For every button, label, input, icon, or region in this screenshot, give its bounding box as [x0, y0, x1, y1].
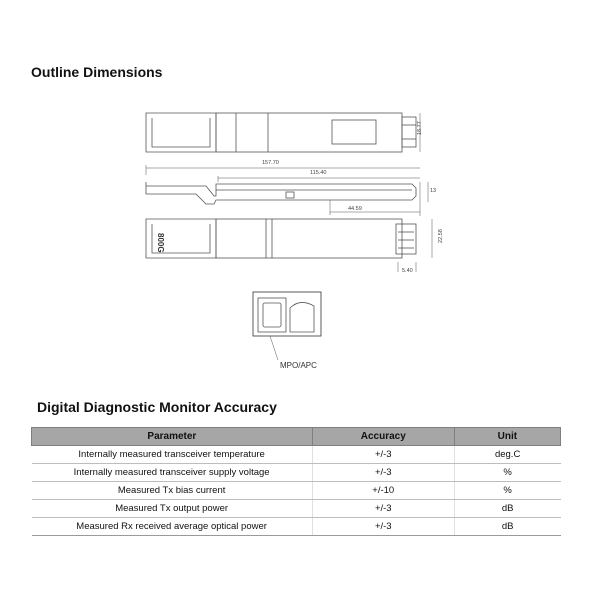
- dim-height: 13: [430, 188, 437, 194]
- cell-unit: %: [454, 482, 560, 500]
- table-row: [32, 464, 561, 482]
- ddm-title: Digital Diagnostic Monitor Accuracy: [37, 399, 277, 415]
- cell-accuracy: +/-3: [312, 446, 454, 464]
- cell-parameter: Measured Rx received average optical power: [32, 518, 313, 536]
- cell-parameter: Measured Tx bias current: [32, 482, 313, 500]
- dim-sub-length: 44.59: [348, 206, 362, 212]
- dim-small-offset: 5.40: [402, 268, 413, 274]
- cell-parameter: Measured Tx output power: [32, 500, 313, 518]
- table-header-row: [32, 428, 561, 446]
- dim-width-top: 18.77: [417, 121, 423, 135]
- ddm-table: [31, 427, 561, 536]
- cell-parameter: Internally measured transceiver supply voltage: [32, 464, 313, 482]
- dim-body-length: 115.40: [310, 170, 327, 176]
- cell-accuracy: +/-3: [312, 464, 454, 482]
- header-accuracy: Accuracy: [312, 428, 454, 446]
- dim-overall-length: 157.70: [262, 160, 279, 166]
- connector-label: MPO/APC: [280, 361, 317, 370]
- cell-unit: %: [454, 464, 560, 482]
- table-row: [32, 446, 561, 464]
- table-row: [32, 518, 561, 536]
- module-label: 800G: [156, 233, 165, 253]
- bottom-view: [146, 219, 432, 272]
- header-unit: Unit: [454, 428, 560, 446]
- cell-unit: dB: [454, 518, 560, 536]
- cell-accuracy: +/-3: [312, 500, 454, 518]
- cell-unit: dB: [454, 500, 560, 518]
- header-parameter: Parameter: [32, 428, 313, 446]
- dim-width-bottom: 22.58: [438, 229, 444, 243]
- side-view: [146, 165, 428, 216]
- cell-accuracy: +/-3: [312, 518, 454, 536]
- table-row: [32, 482, 561, 500]
- cell-parameter: Internally measured transceiver temperature: [32, 446, 313, 464]
- top-view: [146, 113, 420, 152]
- table-row: [32, 500, 561, 518]
- outline-dimensions-title: Outline Dimensions: [31, 64, 163, 80]
- cell-accuracy: +/-10: [312, 482, 454, 500]
- cell-unit: deg.C: [454, 446, 560, 464]
- front-view: [253, 292, 321, 360]
